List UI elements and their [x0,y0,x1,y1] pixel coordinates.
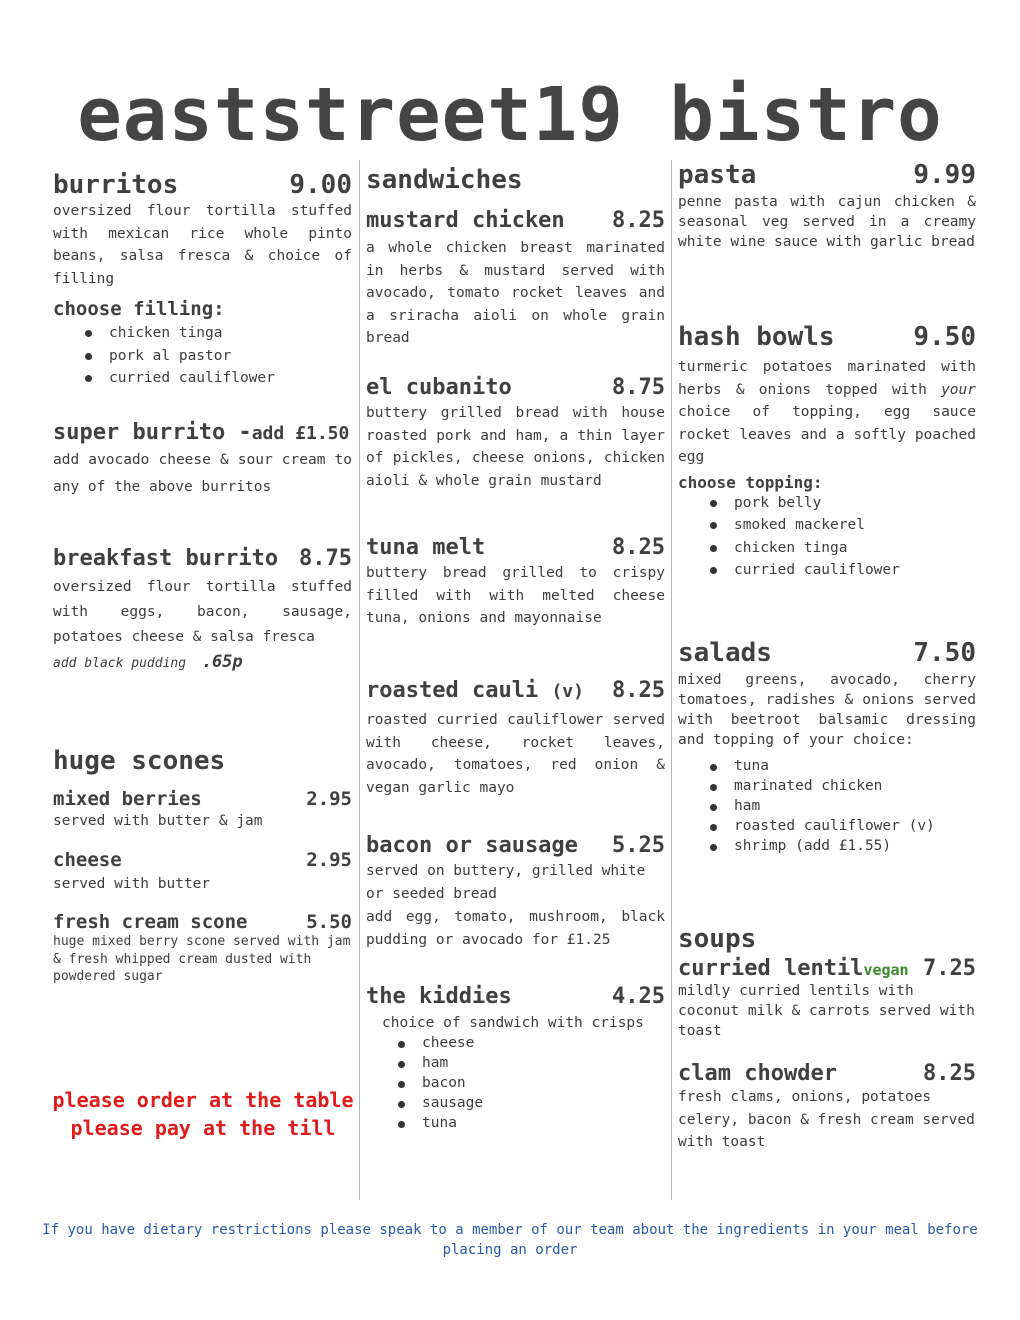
list-item: ham [704,796,976,816]
soup-item-price: 8.25 [923,1061,976,1086]
addon-text: add black pudding [53,656,187,671]
super-burrito-description: add avocado cheese & sour cream to any of the above burritos [53,452,352,495]
list-item: ham [392,1053,665,1073]
topping-list [678,492,976,582]
salads-section [678,638,976,856]
hash-bowls-heading [678,322,976,352]
kiddies-name: the kiddies [366,984,512,1009]
breakfast-burrito-price: 8.75 [299,546,352,571]
sandwich-item-heading [366,208,665,233]
pasta-heading [678,160,976,190]
sandwich-item-heading [366,535,665,560]
sandwich-item-name: tuna melt [366,535,486,560]
list-item: cheese [392,1033,665,1053]
sandwich-item-price: 8.25 [612,208,665,233]
sandwich-item-description: roasted curried cauliflower served with cheese, rocket leaves, avocado, tomatoes, red onion & vegan garlic mayo [366,712,665,796]
pasta-name: pasta [678,160,757,190]
pasta-description: penne pasta with cajun chicken & seasonal veg served in a creamy white wine sauce with garlic bread [678,194,976,250]
list-item: shrimp (add £1.55) [704,836,976,856]
scone-item-heading [53,849,352,871]
scone-item-name: mixed berries [53,788,202,810]
choose-topping-label: choose topping: [678,472,823,492]
scone-item-price: 2.95 [306,788,352,810]
page-title: eaststreet19 bistro [77,72,943,158]
soups-heading: soups [678,924,757,954]
soup-item-description: mildly curried lentils with coconut milk & carrots served with toast [678,983,975,1039]
kiddies-price: 4.25 [612,984,665,1009]
column-divider-left [359,160,360,1200]
list-item: pork al pastor [79,345,352,368]
salad-topping-list [678,756,976,856]
sandwich-item [366,535,665,630]
list-item: tuna [392,1113,665,1133]
vegetarian-tag: (v) [551,681,585,702]
filling-list [53,322,352,390]
addon-price: .65p [201,652,243,672]
salads-name: salads [678,638,772,668]
sandwich-item-name-group [366,678,584,703]
kiddies-section [366,984,665,1133]
soup-item-name: clam chowder [678,1061,837,1086]
soup-item-heading [678,956,976,981]
sandwich-item-extra: add egg, tomato, mushroom, black pudding or avocado for £1.25 [366,909,665,948]
kiddies-heading [366,984,665,1009]
list-item: sausage [392,1093,665,1113]
order-notice-line: please pay at the till [70,1116,336,1140]
sandwich-item-name: bacon or sausage [366,833,578,858]
black-pudding-addon [53,652,352,672]
sandwich-item-name: mustard chicken [366,208,565,233]
pasta-price: 9.99 [913,160,976,190]
sandwich-item-price: 5.25 [612,833,665,858]
soup-item-name-group [678,956,909,981]
list-item: curried cauliflower [79,367,352,390]
sandwich-item-price: 8.25 [612,535,665,560]
burritos-name: burritos [53,170,179,200]
pasta-section [678,160,976,252]
list-item: tuna [704,756,976,776]
scone-item-description: served with butter & jam [53,813,263,829]
super-burrito-section [53,420,352,501]
super-burrito-heading [53,420,352,445]
list-item: bacon [392,1073,665,1093]
breakfast-burrito-heading [53,546,352,571]
burritos-heading [53,170,352,200]
burritos-price: 9.00 [289,170,352,200]
scone-item-description: huge mixed berry scone served with jam & fresh whipped cream dusted with powdered sugar [53,934,351,984]
sandwiches-section [366,165,665,195]
scone-item-description: served with butter [53,875,211,892]
order-notice [48,1086,358,1142]
breakfast-burrito-description: oversized flour tortilla stuffed with eggs, bacon, sausage, potatoes cheese & salsa fresca [53,579,352,645]
hash-bowls-section [678,322,976,582]
sandwich-item [366,678,665,799]
sandwich-item-description: a whole chicken breast marinated in herbs & mustard served with avocado, tomato rocket leaves and a sriracha aioli on whole grain bread [366,240,665,346]
soup-item-price: 7.25 [923,956,976,981]
sandwich-item [366,375,665,492]
scone-item-heading [53,788,352,810]
list-item: smoked mackerel [704,514,976,537]
hash-bowls-price: 9.50 [913,322,976,352]
burritos-section [53,170,352,390]
scone-item-heading [53,911,352,933]
sandwich-item-description: served on buttery, grilled white or seeded bread [366,863,646,902]
burritos-description: oversized flour tortilla stuffed with mexican rice whole pinto beans, salsa fresca & choice of filling [53,203,352,287]
soup-item-heading [678,1061,976,1086]
column-divider-right [671,160,672,1200]
soup-item-description: fresh clams, onions, potatoes celery, bacon & fresh cream served with toast [678,1089,975,1150]
sandwich-item-description: buttery bread grilled to crispy filled with with melted cheese tuna, onions and mayonnaise [366,565,665,626]
list-item: chicken tinga [704,537,976,560]
sandwich-item-description: buttery grilled bread with house roasted pork and ham, a thin layer of pickles, cheese onions, chicken aioli & whole grain mustard [366,405,665,489]
scones-section [53,746,352,986]
super-burrito-addon: add £1.50 [251,423,350,444]
sandwich-item-price: 8.75 [612,375,665,400]
salads-price: 7.50 [913,638,976,668]
sandwich-item-heading [366,833,665,858]
order-notice-line: please order at the table [52,1088,354,1112]
list-item: curried cauliflower [704,559,976,582]
scones-heading: huge scones [53,746,226,776]
breakfast-burrito-name: breakfast burrito [53,546,279,571]
sandwich-item [366,208,665,350]
soups-section [678,924,976,1154]
list-item: roasted cauliflower (v) [704,816,976,836]
hash-bowls-name: hash bowls [678,322,835,352]
list-item: pork belly [704,492,976,515]
hash-bowls-description [678,356,976,469]
scone-item-name: cheese [53,848,122,871]
dietary-footer: If you have dietary restrictions please speak to a member of our team about the ingredients in your meal before placing an order [42,1222,978,1258]
scone-item-price: 2.95 [306,848,352,871]
sandwich-item-name: roasted cauli [366,678,539,703]
hash-bowls-desc-b: choice of topping, egg sauce rocket leaves and a softly poached egg [678,404,976,465]
hash-bowls-desc-emphasis: your [941,381,976,398]
scone-item-name: fresh cream scone [53,911,248,933]
super-burrito-name: super burrito - [53,420,252,445]
list-item: chicken tinga [79,322,352,345]
sandwich-item-name: el cubanito [366,375,512,400]
sandwich-item-heading [366,375,665,400]
salads-heading [678,638,976,668]
sandwiches-heading: sandwiches [366,165,523,195]
sandwich-item [366,833,665,952]
hash-bowls-desc-a: turmeric potatoes marinated with herbs & onions topped with [678,359,976,398]
salads-description: mixed greens, avocado, cherry tomatoes, radishes & onions served with beetroot balsamic dressing and topping of your choice: [678,672,976,748]
kiddies-description: choice of sandwich with crisps [382,1015,644,1031]
scone-item-price: 5.50 [306,911,352,933]
breakfast-burrito-section [53,546,352,672]
choose-filling-label: choose filling: [53,298,225,320]
vegan-tag: vegan [863,961,909,979]
sandwich-item-heading [366,678,665,703]
kiddies-options [366,1033,665,1133]
soup-item-name: curried lentil [678,956,864,981]
list-item: marinated chicken [704,776,976,796]
sandwich-item-price: 8.25 [612,678,665,703]
